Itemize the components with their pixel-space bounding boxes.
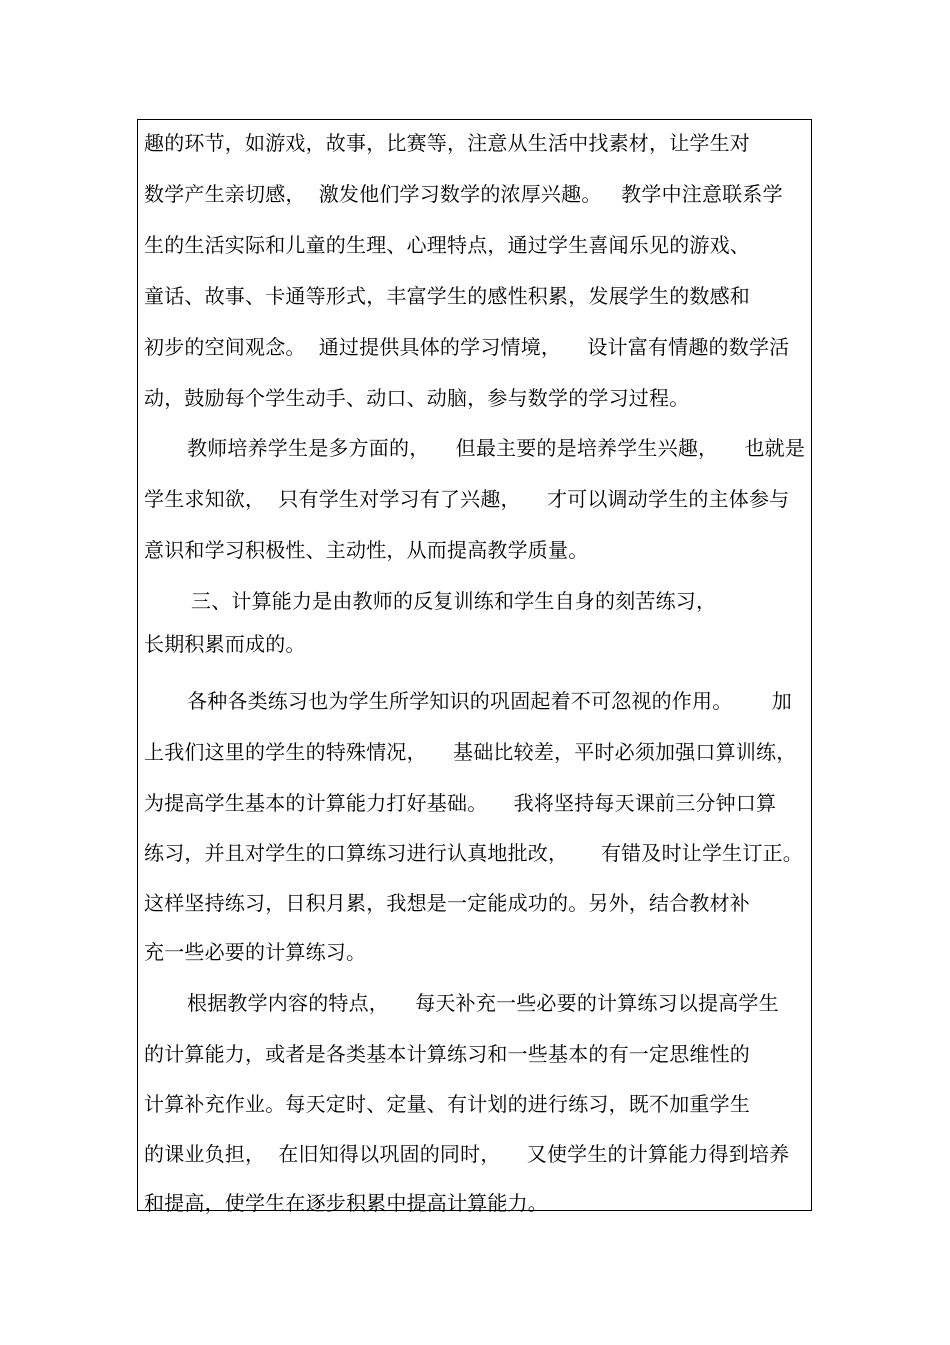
text-line: 趣的环节，如游戏，故事，比赛等，注意从生活中找素材，让学生对 [144,131,750,155]
text-line: 生的生活实际和儿童的生理、心理特点，通过学生喜闻乐见的游戏、 [144,233,750,257]
text-line: 根据教学内容的特点， 每天补充一些必要的计算练习以提高学生 [187,991,779,1015]
text-line: 数学产生亲切感， 激发他们学习数学的浓厚兴趣。 教学中注意联系学 [144,182,783,206]
text-line: 的课业负担， 在旧知得以巩固的同时， 又使学生的计算能力得到培养 [144,1142,790,1166]
text-line: 意识和学习积极性、主动性，从而提高教学质量。 [144,538,589,562]
text-line: 各种各类练习也为学生所学知识的巩固起着不可忽视的作用。 加 [187,689,792,713]
text-line: 为提高学生基本的计算能力打好基础。 我将坚持每天课前三分钟口算 [144,791,777,815]
section-heading: 三、计算能力是由教师的反复训练和学生自身的刻苦练习， [191,589,717,613]
text-line: 教师培养学生是多方面的， 但最主要的是培养学生兴趣， 也就是 [187,436,806,460]
text-line: 这样坚持练习，日积月累，我想是一定能成功的。另外，结合教材补 [144,891,750,915]
text-line: 的计算能力，或者是各类基本计算练习和一些基本的有一定思维性的 [144,1042,750,1066]
text-line: 练习，并且对学生的口算练习进行认真地批改， 有错及时让学生订正。 [144,841,803,865]
text-line: 计算补充作业。每天定时、定量、有计划的进行练习，既不加重学生 [144,1092,750,1116]
text-line: 充一些必要的计算练习。 [144,940,367,964]
text-line: 上我们这里的学生的特殊情况， 基础比较差，平时必须加强口算训练， [144,740,797,764]
text-line: 和提高，使学生在逐步积累中提高计算能力。 [144,1191,548,1215]
text-line: 童话、故事、卡通等形式，丰富学生的感性积累，发展学生的数感和 [144,284,750,308]
text-line: 学生求知欲， 只有学生对学习有了兴趣， 才可以调动学生的主体参与 [144,487,790,511]
section-heading: 长期积累而成的。 [144,632,306,656]
text-line: 动，鼓励每个学生动手、动口、动脑，参与数学的学习过程。 [144,386,690,410]
text-line: 初步的空间观念。 通过提供具体的学习情境， 设计富有情趣的数学活 [144,335,790,359]
document-frame [137,119,812,1215]
